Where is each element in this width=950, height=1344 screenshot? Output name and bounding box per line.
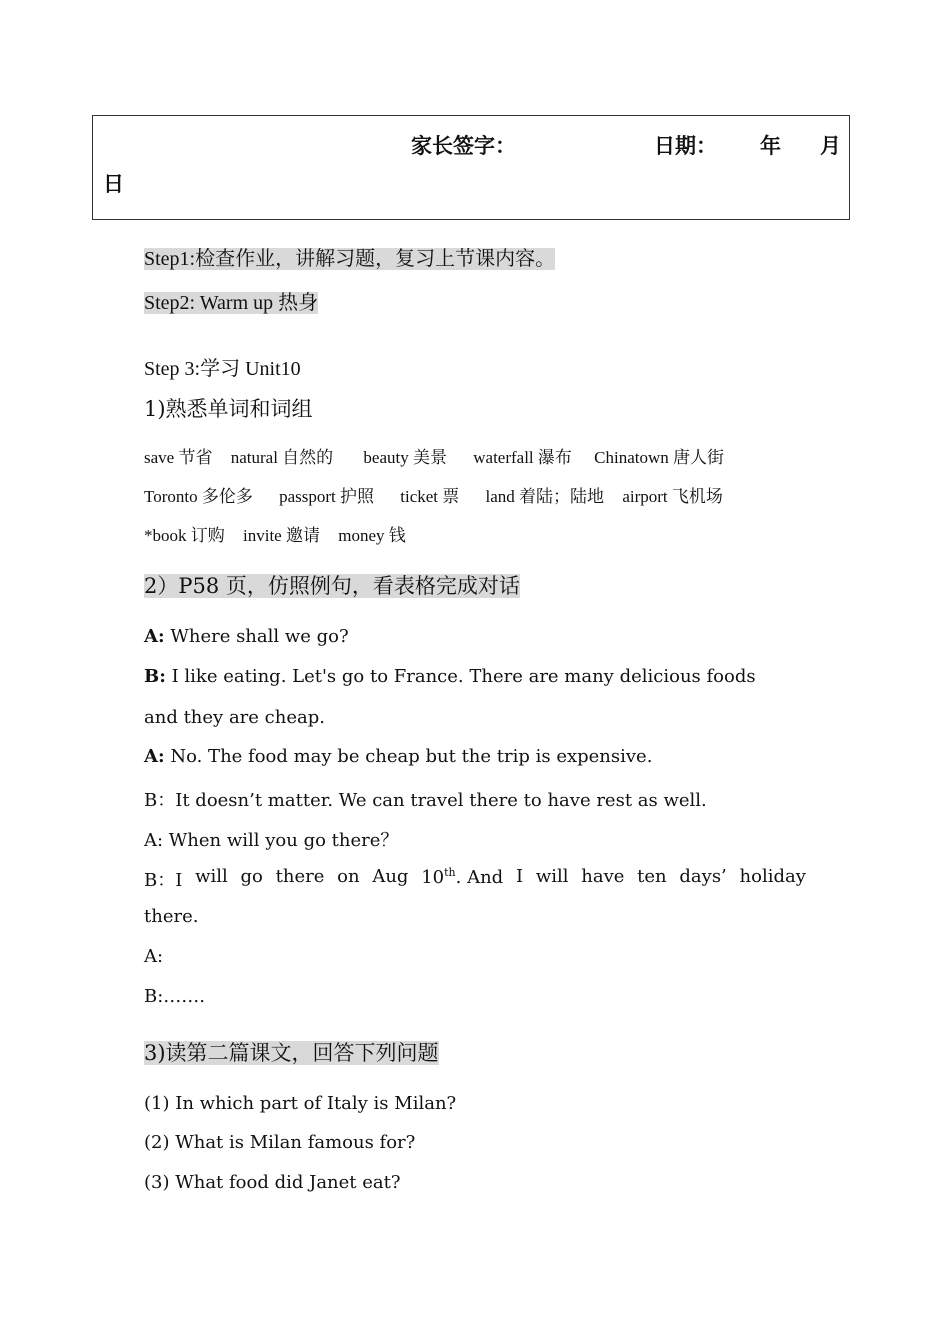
parent-signature-label: 家长签字： bbox=[411, 133, 516, 158]
vocab-line-3 bbox=[144, 521, 420, 546]
dialogue-line-3: and they are cheap. bbox=[144, 707, 325, 728]
step1-text: Step1:检查作业，讲解习题，复习上节课内容。 bbox=[144, 248, 556, 270]
month-label: 月 bbox=[820, 133, 841, 158]
vocab-item: money 钱 bbox=[338, 526, 406, 545]
dialogue-line-1: A: Where shall we go? bbox=[144, 626, 349, 647]
vocab-item: airport 飞机场 bbox=[622, 487, 723, 506]
dialogue-line-10: B:……. bbox=[144, 986, 206, 1007]
vocab-line-2 bbox=[144, 482, 737, 507]
vocab-item: land 着陆；陆地 bbox=[485, 487, 605, 506]
section1-title: 1)熟悉单词和词组 bbox=[144, 397, 313, 421]
vocab-item: natural 自然的 bbox=[230, 448, 334, 467]
vocab-item: *book 订购 bbox=[144, 526, 225, 545]
vocab-item: invite 邀请 bbox=[243, 526, 320, 545]
dialogue-line-5: B：It doesn’t matter. We can travel there to have rest as well. bbox=[144, 790, 707, 811]
section2-title: 2）P58 页，仿照例句，看表格完成对话 bbox=[144, 574, 520, 598]
dialogue-line-2: B: I like eating. Let's go to France. There are many delicious foods bbox=[144, 666, 756, 687]
year-label: 年 bbox=[760, 133, 781, 158]
dialogue-line-4: A: No. The food may be cheap but the trip is expensive. bbox=[144, 746, 653, 767]
vocab-item: beauty 美景 bbox=[363, 448, 447, 467]
day-label: 日 bbox=[103, 171, 124, 196]
question-1: (1) In which part of Italy is Milan? bbox=[144, 1093, 457, 1114]
vocab-line-1 bbox=[144, 443, 738, 468]
dialogue-line-6: A: When will you go there？ bbox=[144, 830, 399, 851]
vocab-item: Toronto 多伦多 bbox=[144, 487, 253, 506]
step3-text: Step 3:学习 Unit10 bbox=[144, 358, 301, 380]
question-3: (3) What food did Janet eat? bbox=[144, 1172, 401, 1193]
section3-title: 3)读第二篇课文，回答下列问题 bbox=[144, 1041, 439, 1065]
dialogue-line-7: B：I will go there on Aug 10th. And I will have ten days’ holiday bbox=[144, 866, 806, 891]
step2-text: Step2: Warm up 热身 bbox=[144, 292, 319, 314]
dialogue-line-8: there. bbox=[144, 906, 199, 927]
vocab-item: ticket 票 bbox=[400, 487, 460, 506]
vocab-item: save 节省 bbox=[144, 448, 213, 467]
dialogue-line-9: A: bbox=[144, 946, 164, 967]
question-2: (2) What is Milan famous for? bbox=[144, 1132, 416, 1153]
vocab-item: waterfall 瀑布 bbox=[473, 448, 572, 467]
vocab-item: passport 护照 bbox=[279, 487, 375, 506]
date-label: 日期： bbox=[654, 133, 717, 158]
vocab-item: Chinatown 唐人街 bbox=[594, 448, 725, 467]
parent-signature-box bbox=[92, 115, 850, 220]
